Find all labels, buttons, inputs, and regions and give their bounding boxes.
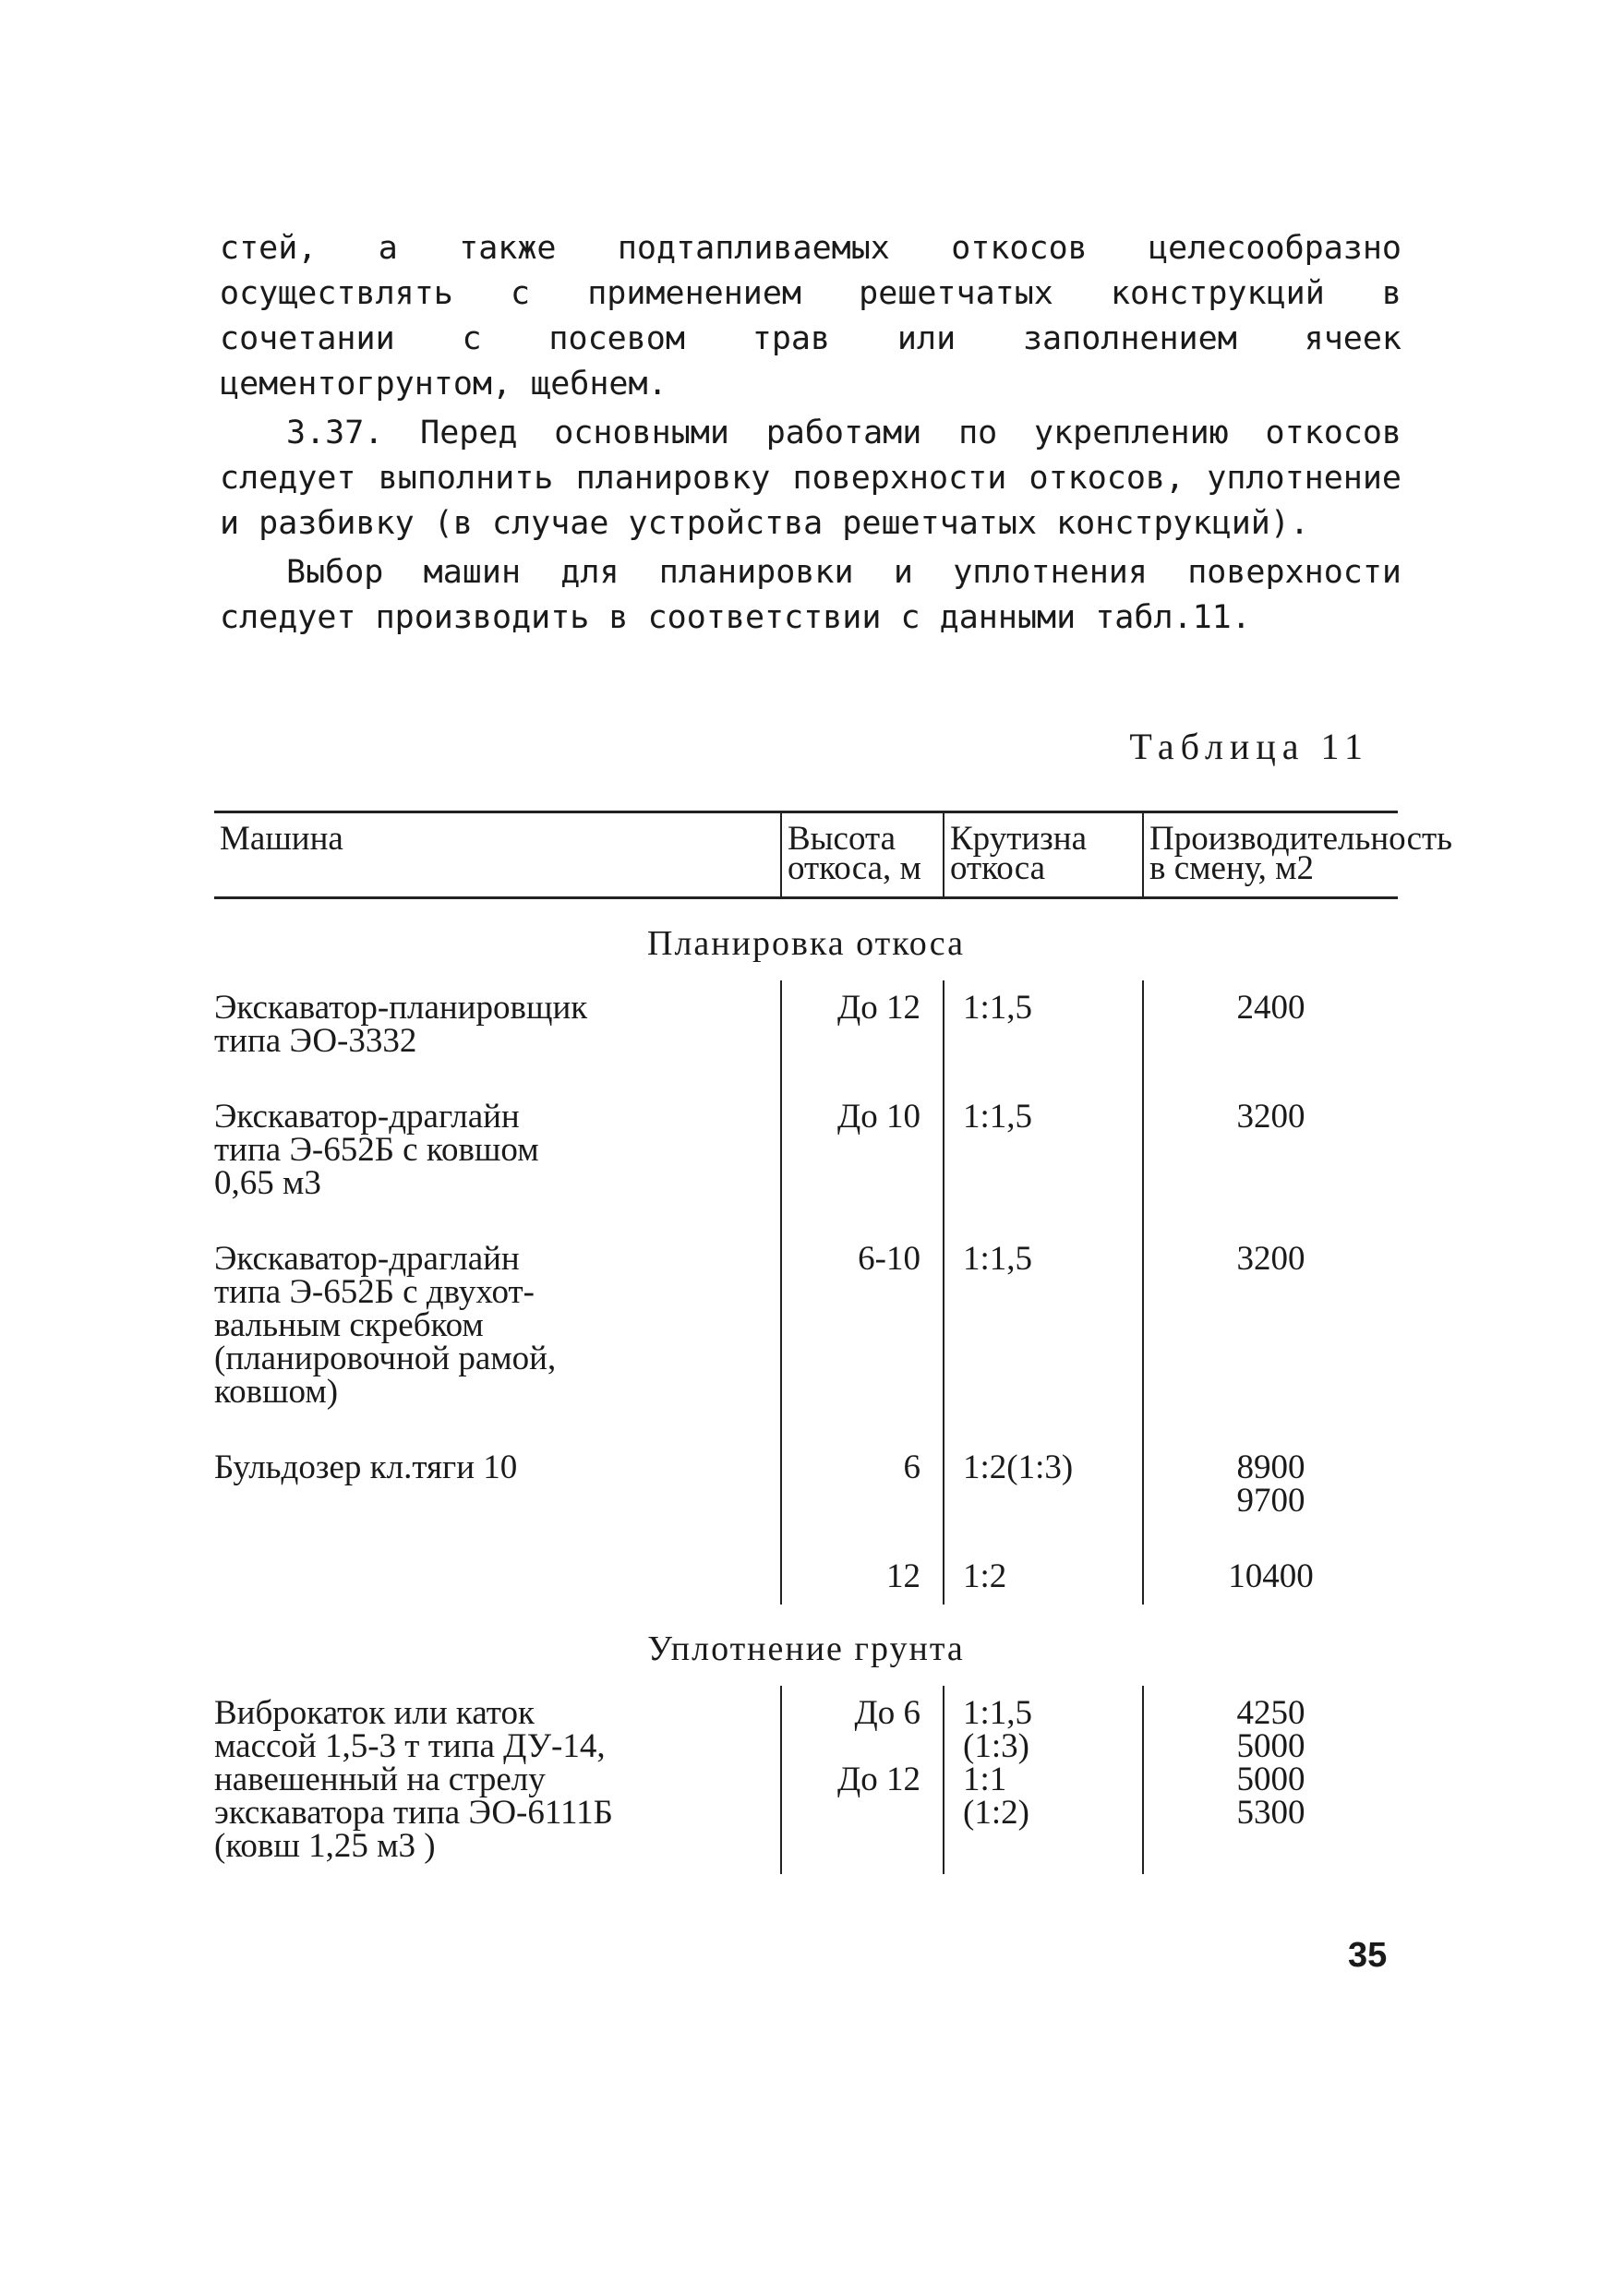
table-body — [214, 898, 1398, 1875]
paragraph-3-37: 3.37. Перед основными работами по укреплению откосов следует выполнить планировку поверхности откосов, уплотнение и разбивку (в случае устройства решетчатых конструкций). — [220, 415, 1402, 542]
table-row — [214, 980, 1398, 1069]
cell-machine — [214, 1686, 781, 1874]
cell-height-line: До 12 — [837, 989, 920, 1027]
cell-machine-line: типа Э-652Б с ковшом — [214, 1131, 539, 1169]
cell-machine-line: Экскаватор-драглайн — [214, 1098, 520, 1136]
cell-machine-line: Экскаватор-планировщик — [214, 989, 588, 1027]
cell-slope-line: 1:1,5 — [963, 1694, 1033, 1732]
cell-productivity — [1143, 1211, 1398, 1420]
cell-machine-line: (планировочной рамой, — [214, 1340, 557, 1377]
cell-slope — [944, 1529, 1143, 1605]
cell-height-line: До 12 — [837, 1761, 920, 1798]
cell-productivity — [1143, 1069, 1398, 1211]
cell-machine — [214, 1529, 781, 1605]
cell-slope-line: 1:1 — [963, 1761, 1007, 1798]
cell-machine — [214, 980, 781, 1069]
table-row — [214, 1069, 1398, 1211]
cell-slope-line: 1:1,5 — [963, 1098, 1033, 1136]
cell-machine-line: Виброкаток или каток — [214, 1694, 535, 1732]
cell-productivity-line: 4250 — [1236, 1694, 1305, 1732]
table-row — [214, 1529, 1398, 1605]
cell-productivity — [1143, 1420, 1398, 1529]
cell-productivity — [1143, 980, 1398, 1069]
cell-machine-line: типа Э-652Б с двухот- — [214, 1273, 535, 1311]
section-title-compaction: Уплотнение грунта — [647, 1629, 965, 1668]
cell-height-line — [789, 1730, 920, 1763]
cell-height-line: До 6 — [854, 1694, 920, 1732]
cell-machine-line: (ковш 1,25 м3 ) — [214, 1827, 436, 1865]
section-row — [214, 1605, 1398, 1686]
machines-table — [214, 811, 1453, 1874]
cell-machine-line: Экскаватор-драглайн — [214, 1240, 520, 1278]
cell-height-line: 6-10 — [858, 1240, 920, 1278]
cell-slope — [944, 1069, 1143, 1211]
cell-slope — [944, 980, 1143, 1069]
table-row — [214, 1211, 1398, 1420]
body-text — [220, 226, 1402, 641]
cell-productivity-line: 2400 — [1236, 989, 1305, 1027]
cell-slope-line: (1:3) — [963, 1727, 1029, 1765]
cell-height — [781, 1529, 944, 1605]
cell-machine-line: массой 1,5-3 т типа ДУ-14, — [214, 1727, 606, 1765]
cell-machine — [214, 1211, 781, 1420]
cell-productivity-line: 5000 — [1236, 1761, 1305, 1798]
cell-height-line: 6 — [903, 1449, 920, 1486]
section-row — [214, 898, 1398, 981]
cell-productivity-line: 5000 — [1236, 1727, 1305, 1765]
cell-slope-line: 1:2(1:3) — [963, 1449, 1074, 1486]
cell-productivity-line: 3200 — [1236, 1098, 1305, 1136]
cell-height — [781, 1069, 944, 1211]
table-header-row — [214, 812, 1398, 898]
cell-height — [781, 980, 944, 1069]
cell-productivity-line: 9700 — [1236, 1482, 1305, 1520]
cell-slope-line: 1:1,5 — [963, 1240, 1033, 1278]
cell-height — [781, 1211, 944, 1420]
cell-machine-line: экскаватора типа ЭО-6111Б — [214, 1794, 613, 1832]
paragraph-continued: стей, а также подтапливаемых откосов целесообразно осуществлять с применением решетчатых конструкций в сочетании с посевом трав или заполнением ячеек цементогрунтом, щебнем. — [220, 230, 1402, 403]
cell-machine-line: Бульдозер кл.тяги 10 — [214, 1449, 518, 1486]
cell-height — [781, 1420, 944, 1529]
cell-productivity-line: 5300 — [1236, 1794, 1305, 1832]
cell-slope-line: (1:2) — [963, 1794, 1029, 1832]
cell-slope-line: 1:2 — [963, 1557, 1007, 1595]
header-machine: Машина — [220, 820, 343, 858]
cell-productivity — [1143, 1686, 1398, 1874]
cell-productivity-line: 8900 — [1236, 1449, 1305, 1486]
cell-height-line: 12 — [886, 1557, 920, 1595]
section-title-planning: Планировка откоса — [647, 924, 965, 963]
cell-machine-line: вальным скребком — [214, 1306, 484, 1344]
cell-productivity — [1143, 1529, 1398, 1605]
cell-slope — [944, 1686, 1143, 1874]
header-slope: Крутизна откоса — [944, 812, 1143, 898]
cell-productivity-line: 3200 — [1236, 1240, 1305, 1278]
cell-machine-line: ковшом) — [214, 1373, 339, 1411]
paragraph-machine-choice: Выбор машин для планировки и уплотнения поверхности следует производить в соответствии с данными табл.11. — [220, 554, 1402, 636]
cell-machine — [214, 1420, 781, 1529]
table-caption: Таблица 11 — [1129, 726, 1369, 767]
cell-machine-line: 0,65 м3 — [214, 1164, 321, 1202]
cell-machine-line: типа ЭО-3332 — [214, 1022, 417, 1060]
cell-height — [781, 1686, 944, 1874]
table-row — [214, 1686, 1398, 1874]
cell-height-line: До 10 — [837, 1098, 920, 1136]
header-height: Высота откоса, м — [781, 812, 944, 898]
cell-machine — [214, 1069, 781, 1211]
cell-machine-line — [214, 1560, 773, 1593]
table-row — [214, 1420, 1398, 1529]
cell-slope-line: 1:1,5 — [963, 989, 1033, 1027]
cell-slope — [944, 1211, 1143, 1420]
page-number: 35 — [1348, 1936, 1388, 1975]
cell-slope — [944, 1420, 1143, 1529]
cell-productivity-line: 10400 — [1228, 1557, 1314, 1595]
cell-machine-line: навешенный на стрелу — [214, 1761, 546, 1798]
header-productivity: Производительность в смену, м2 — [1143, 812, 1398, 898]
